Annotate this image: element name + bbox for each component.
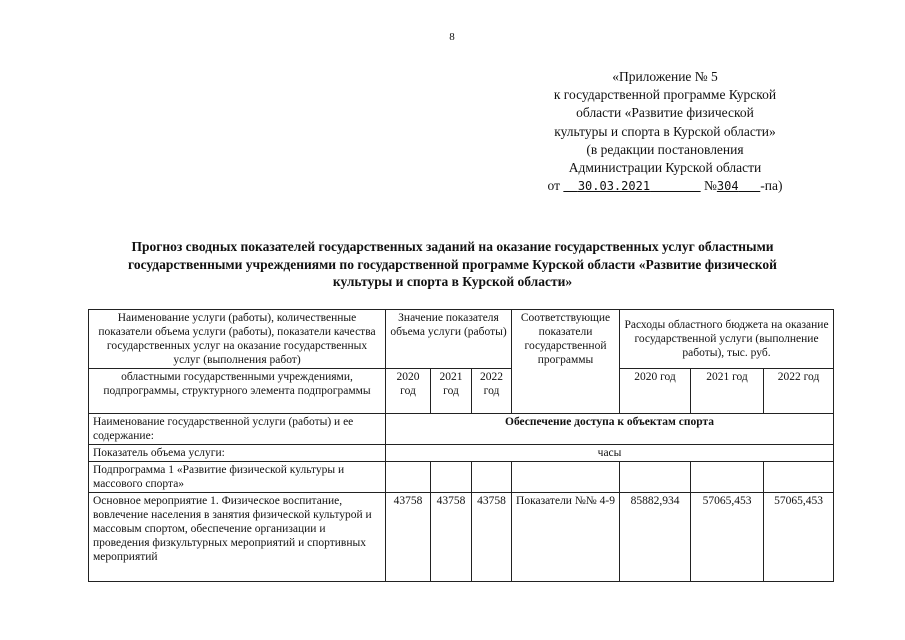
document-heading: Прогноз сводных показателей государственных заданий на оказание государственных услуг областными государственными учреждениями по государственной программе Курской области «Развитие физической культуры и спорта в Курской области»	[128, 239, 777, 289]
empty-cell	[691, 462, 764, 493]
appendix-block	[520, 68, 810, 195]
header-year: 2022 год	[472, 369, 512, 414]
appendix-line: культуры и спорта в Курской области»	[554, 123, 776, 139]
volume-2021: 43758	[431, 493, 472, 582]
resolution-date: 30.03.2021	[577, 179, 651, 194]
number-prefix: №	[704, 178, 717, 194]
appendix-line: (в редакции постановления	[586, 141, 744, 157]
event-name: Основное мероприятие 1. Физическое воспитание, вовлечение населения в занятия физической культурой и массовым спортом, обеспечение организации и проведения физкультурных мероприятий и спортивных мероприятий	[89, 493, 386, 582]
header-year: 2021 год	[691, 369, 764, 414]
event-indicators: Показатели №№ 4-9	[512, 493, 620, 582]
number-suffix: -па)	[760, 178, 783, 194]
date-prefix: от	[547, 178, 560, 194]
header-name-cell-b: областными государственными учреждениями, подпрограммы, структурного элемента подпрограммы	[89, 369, 386, 414]
empty-cell	[620, 462, 691, 493]
page-number: 8	[449, 31, 455, 43]
volume-2022: 43758	[472, 493, 512, 582]
volume-label: Показатель объема услуги:	[89, 445, 386, 462]
resolution-number: 304	[716, 179, 739, 194]
header-expenses: Расходы областного бюджета на оказание государственной услуги (выполнение работы), тыс. руб.	[620, 310, 834, 369]
header-volume: Значение показателя объема услуги (работы)	[386, 310, 512, 369]
appendix-line: области «Развитие физической	[576, 105, 754, 121]
service-value: Обеспечение доступа к объектам спорта	[386, 414, 834, 445]
empty-cell	[431, 462, 472, 493]
expenses-2022: 57065,453	[764, 493, 834, 582]
expenses-2020: 85882,934	[620, 493, 691, 582]
service-label: Наименование государственной услуги (работы) и ее содержание:	[89, 414, 386, 445]
expenses-2021: 57065,453	[691, 493, 764, 582]
header-name-cell-a: Наименование услуги (работы), количественные показатели объема услуги (работы), показатели качества государственных услуг на оказание государственных услуг (выполнения работ)	[89, 310, 386, 369]
empty-cell	[386, 462, 431, 493]
empty-cell	[472, 462, 512, 493]
header-year: 2020 год	[620, 369, 691, 414]
forecast-table	[88, 309, 834, 582]
header-year: 2020 год	[386, 369, 431, 414]
volume-value: часы	[386, 445, 834, 462]
empty-cell	[764, 462, 834, 493]
appendix-date-line	[520, 177, 810, 195]
appendix-line: к государственной программе Курской	[553, 87, 777, 103]
volume-2020: 43758	[386, 493, 431, 582]
subprogram-label: Подпрограмма 1 «Развитие физической культуры и массового спорта»	[89, 462, 386, 493]
header-year: 2021 год	[431, 369, 472, 414]
header-year: 2022 год	[764, 369, 834, 414]
empty-cell	[512, 462, 620, 493]
appendix-line: «Приложение № 5	[612, 69, 718, 84]
appendix-line: Администрации Курской области	[568, 160, 762, 176]
header-indicators: Соответствующие показатели государственной программы	[512, 310, 620, 414]
